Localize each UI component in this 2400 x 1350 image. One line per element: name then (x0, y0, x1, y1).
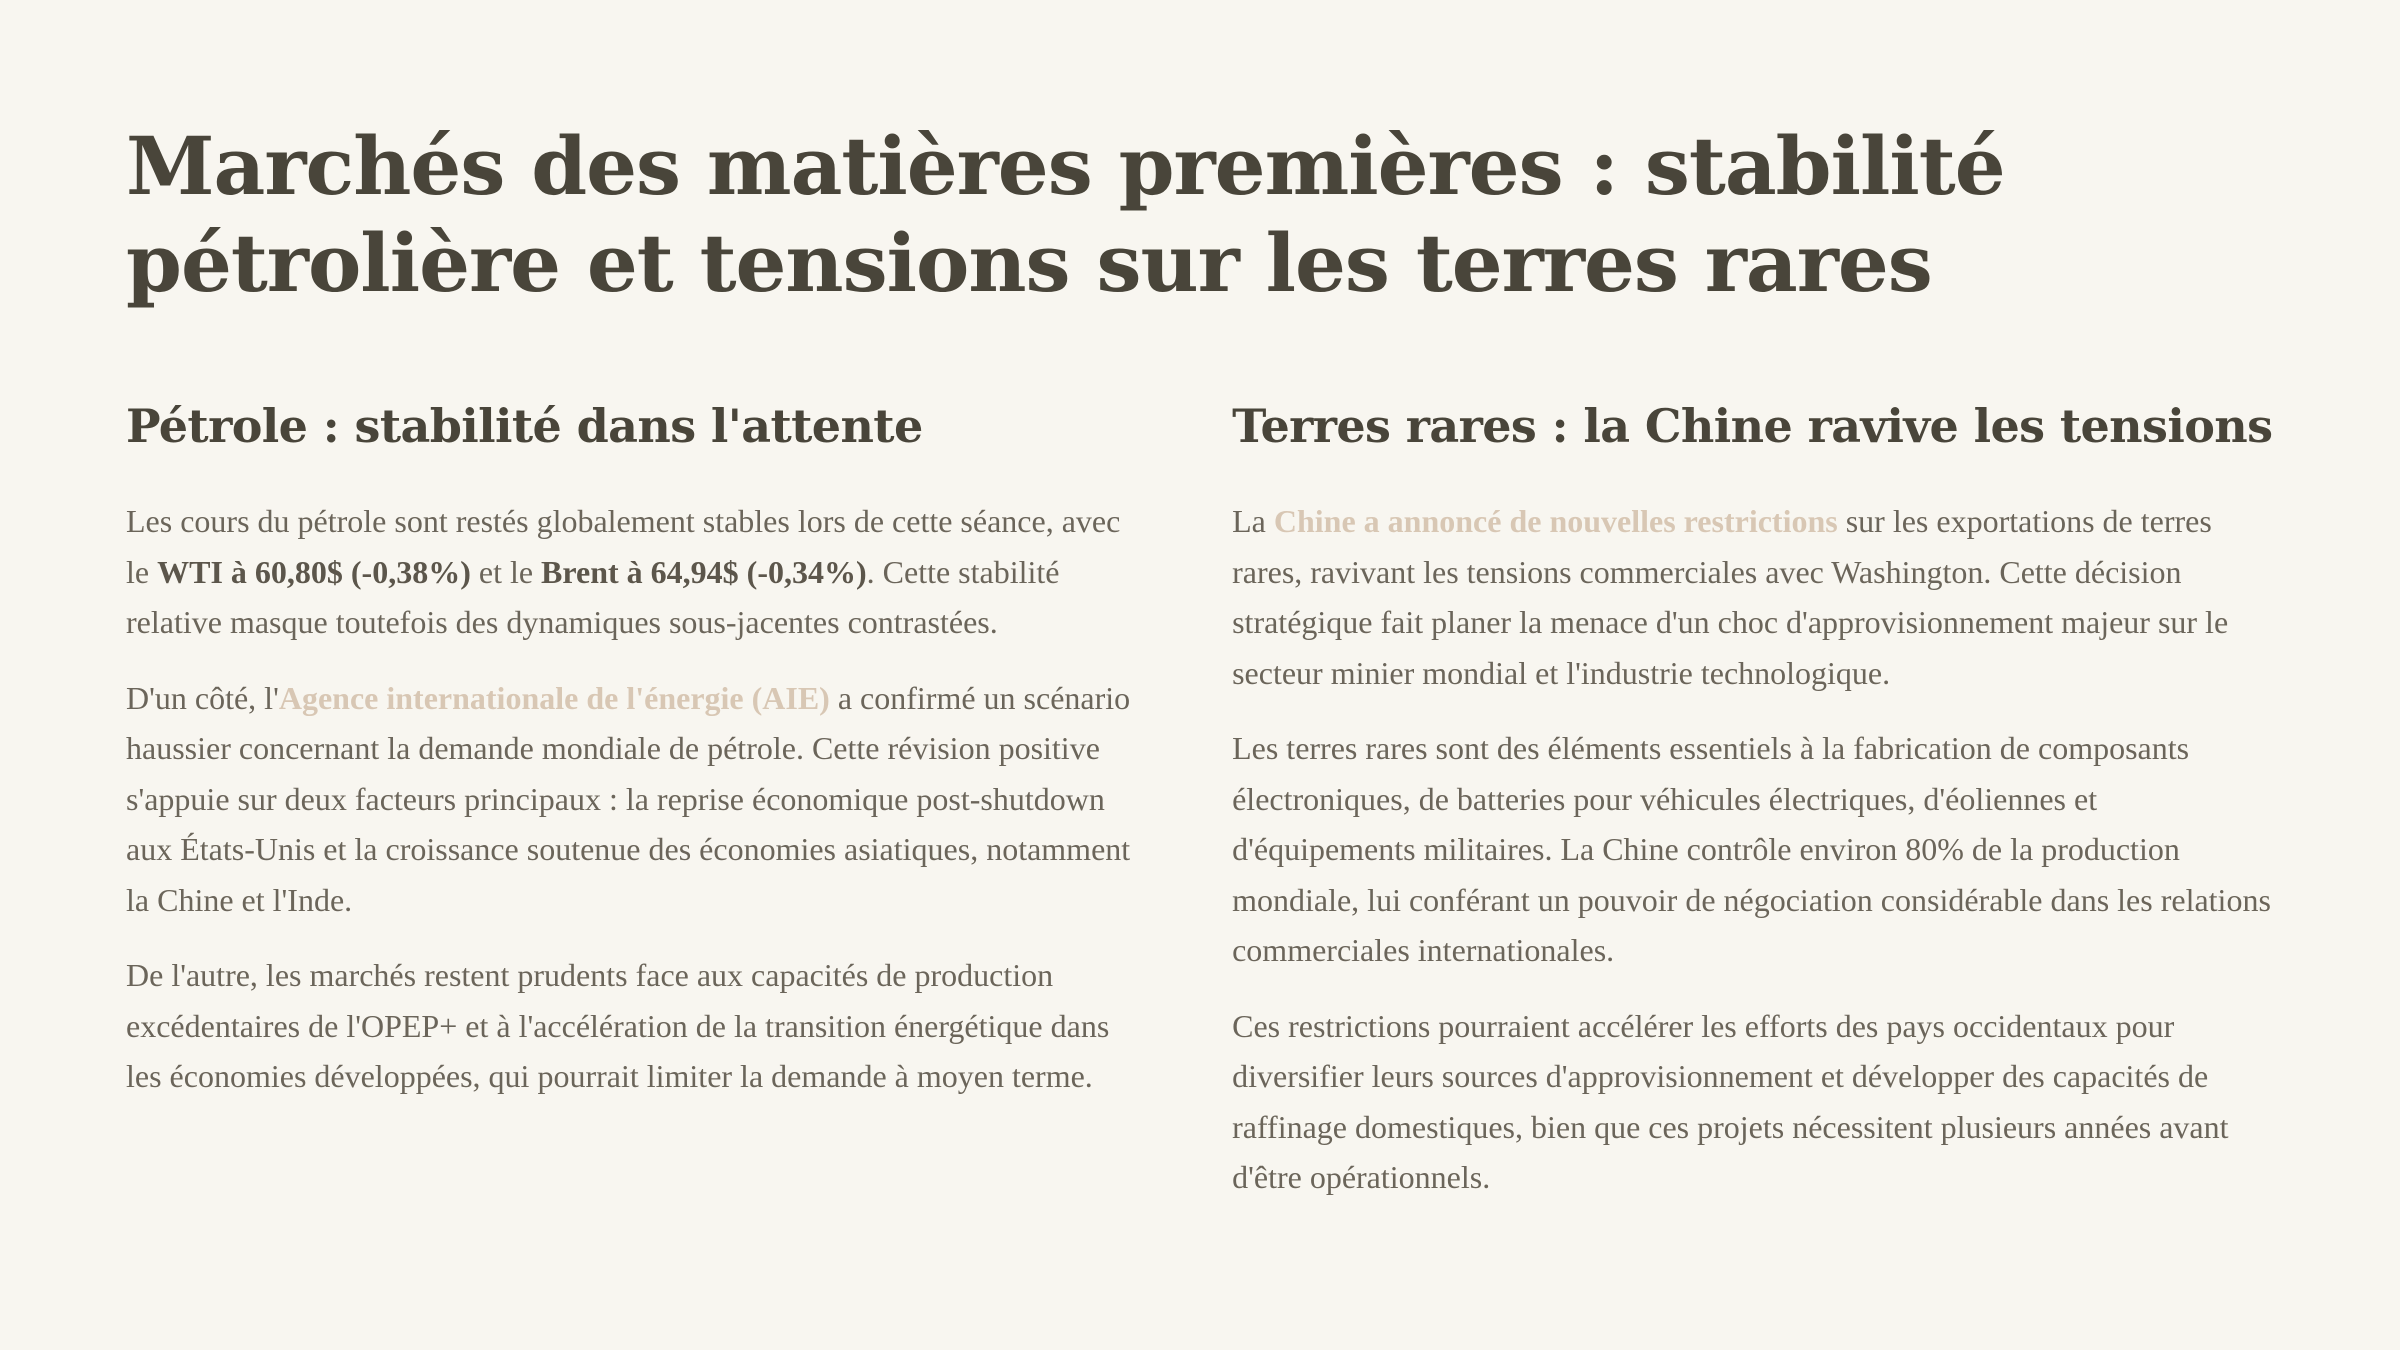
oil-p1-text-b: et le (470, 553, 542, 590)
oil-section (126, 396, 1142, 1228)
rare-earths-section-heading: Terres rares : la Chine ravive les tensions (1232, 399, 2273, 453)
brent-price: Brent à 64,94$ (-0,34%) (541, 553, 867, 590)
oil-paragraph-2 (126, 673, 1142, 926)
oil-section-heading: Pétrole : stabilité dans l'attente (126, 399, 923, 453)
rare-earths-paragraph-3: Ces restrictions pourraient accélérer les efforts des pays occidentaux pour diversifier leurs sources d'approvisionnement et développer des capacités de raffinage domestiques, bien que ces projets nécessitent plusieurs années avant d'être opérationnels. (1232, 1007, 2229, 1195)
china-restrictions-link[interactable]: Chine a annoncé de nouvelles restrictions (1273, 503, 1838, 539)
oil-p1-text-a: Les cours du pétrole sont restés globalement stables lors de cette séance, avec le (126, 503, 1121, 590)
rare-earths-section (1232, 396, 2274, 1228)
re-p1-text-a: La (1232, 503, 1274, 539)
re-p1-text-b: sur les exportations de terres rares, ravivant les tensions commerciales avec Washington. Cette décision stratégique fait planer la menace d'un choc d'approvisionnement majeur sur le secteur minier mondial et l'industrie technologique. (1232, 503, 2229, 691)
aie-link[interactable]: Agence internationale de l'énergie (AIE) (278, 679, 830, 716)
rare-earths-paragraph-2: Les terres rares sont des éléments essentiels à la fabrication de composants électroniques, de batteries pour véhicules électriques, d'éoliennes et d'équipements militaires. La Chine contrôle environ 80% de la production mondiale, lui conférant un pouvoir de négociation considérable dans les relations commerciales internationales. (1232, 730, 2271, 968)
oil-paragraph-1 (126, 496, 1142, 648)
wti-price: WTI à 60,80$ (-0,38%) (157, 553, 471, 590)
rare-earths-paragraph-1 (1232, 496, 2274, 698)
oil-p2-text-b: a confirmé un scénario haussier concernant la demande mondiale de pétrole. Cette révision positive s'appuie sur deux facteurs principaux : la reprise économique post-shutdown aux États-Unis et la croissance soutenue des économies asiatiques, notamment la Chine et l'Inde. (126, 679, 1131, 918)
oil-p1-text-c: . Cette stabilité relative masque toutefois des dynamiques sous-jacentes contrastées. (126, 553, 1060, 640)
oil-paragraph-3: De l'autre, les marchés restent prudents face aux capacités de production excédentaires de l'OPEP+ et à l'accélération de la transition énergétique dans les économies développées, qui pourrait limiter la demande à moyen terme. (126, 957, 1110, 1094)
article-columns (126, 396, 2274, 1228)
oil-p2-text-a: D'un côté, l' (126, 679, 279, 716)
page-title: Marchés des matières premières : stabilité pétrolière et tensions sur les terres rares (126, 119, 2005, 310)
